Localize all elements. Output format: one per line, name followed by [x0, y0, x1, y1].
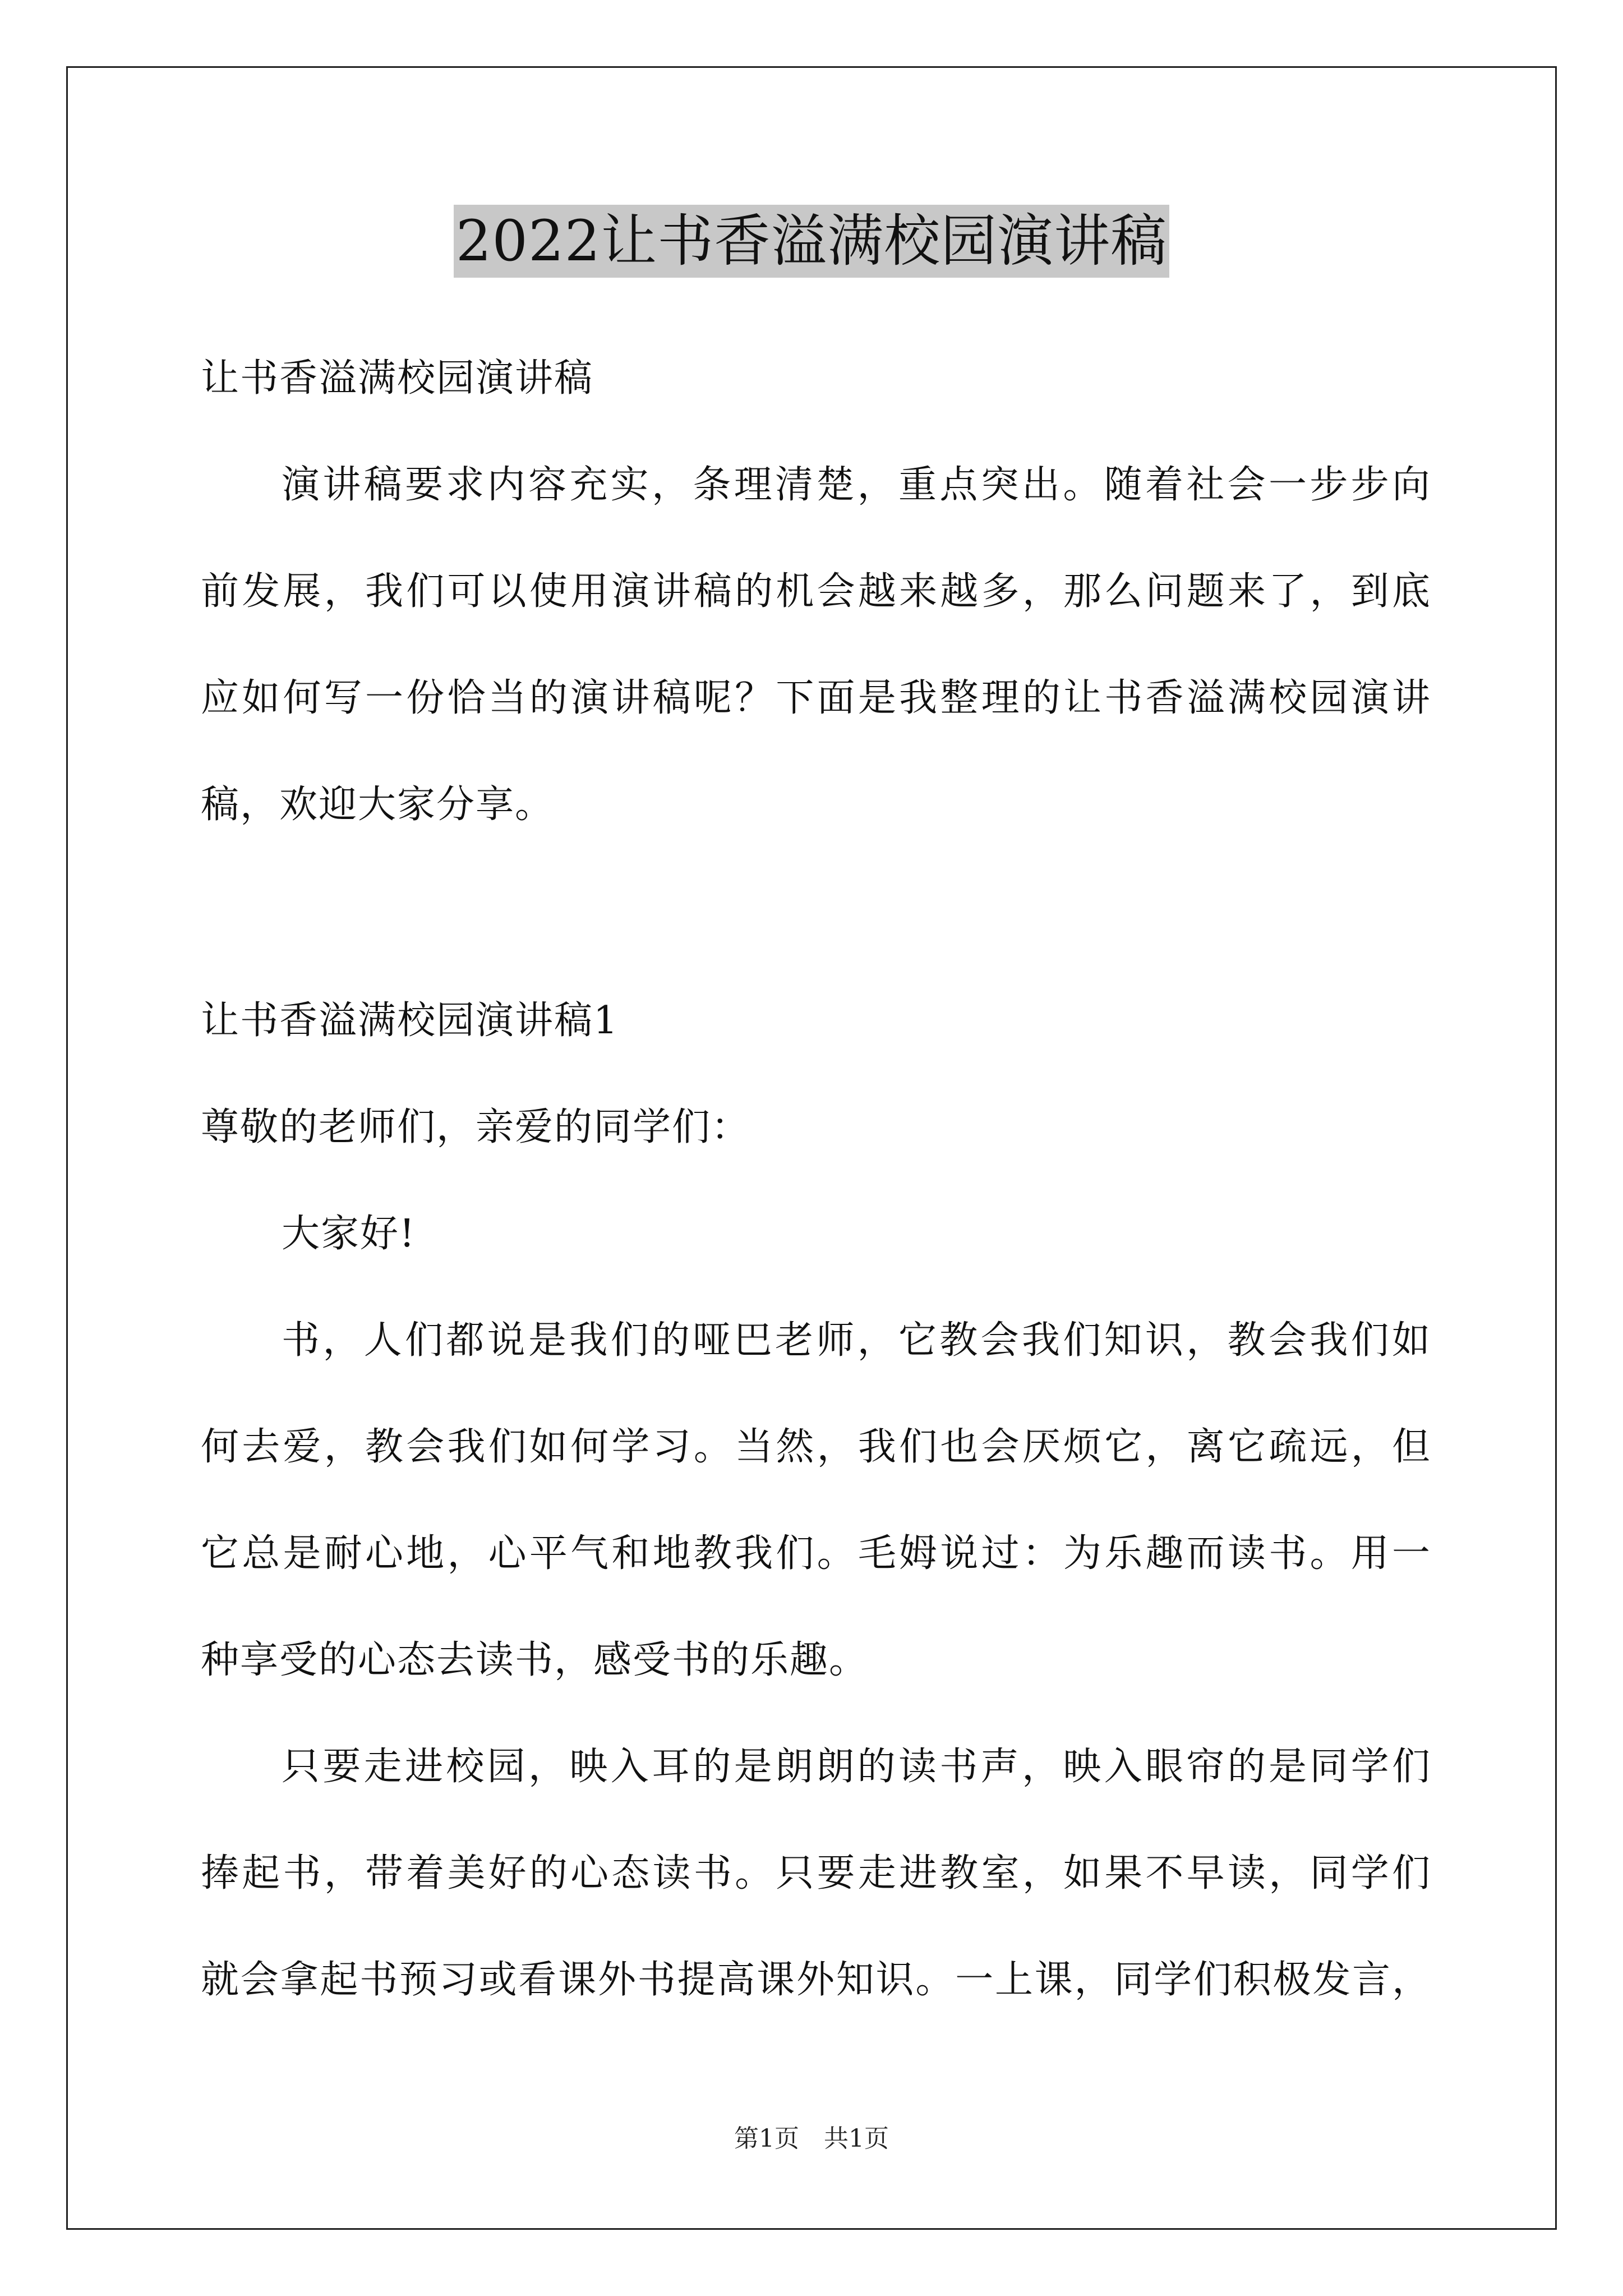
section-heading: 让书香溢满校园演讲稿1	[201, 999, 619, 1043]
paragraph-1-line-2: 何去爱，教会我们如何学习。当然，我们也会厌烦它，离它疏远，但	[201, 1425, 1430, 1469]
greeting: 大家好!	[282, 1212, 416, 1256]
salutation: 尊敬的老师们，亲爱的同学们：	[201, 1105, 751, 1149]
page-footer: 第1页 共1页	[734, 2124, 889, 2153]
document-title: 2022让书香溢满校园演讲稿	[454, 205, 1170, 278]
intro-line-4: 稿，欢迎大家分享。	[201, 783, 555, 827]
paragraph-1-line-3: 它总是耐心地，心平气和地教我们。毛姆说过：为乐趣而读书。用一	[201, 1531, 1430, 1576]
paragraph-2-line-2: 捧起书，带着美好的心态读书。只要走进教室，如果不早读，同学们	[201, 1851, 1430, 1895]
paragraph-2-line-1: 只要走进校园，映入耳的是朗朗的读书声，映入眼帘的是同学们	[282, 1745, 1430, 1789]
document-subtitle: 让书香溢满校园演讲稿	[201, 356, 594, 401]
intro-line-1: 演讲稿要求内容充实，条理清楚，重点突出。随着社会一步步向	[282, 463, 1430, 507]
title-wrapper	[0, 205, 1623, 278]
paragraph-1-line-1: 书，人们都说是我们的哑巴老师，它教会我们知识，教会我们如	[282, 1318, 1430, 1363]
intro-line-2: 前发展，我们可以使用演讲稿的机会越来越多，那么问题来了，到底	[201, 569, 1430, 614]
intro-line-3: 应如何写一份恰当的演讲稿呢？下面是我整理的让书香溢满校园演讲	[201, 676, 1430, 720]
paragraph-2-line-3: 就会拿起书预习或看课外书提高课外知识。一上课，同学们积极发言，	[201, 1958, 1430, 2002]
paragraph-1-line-4: 种享受的心态去读书，感受书的乐趣。	[201, 1638, 869, 1682]
